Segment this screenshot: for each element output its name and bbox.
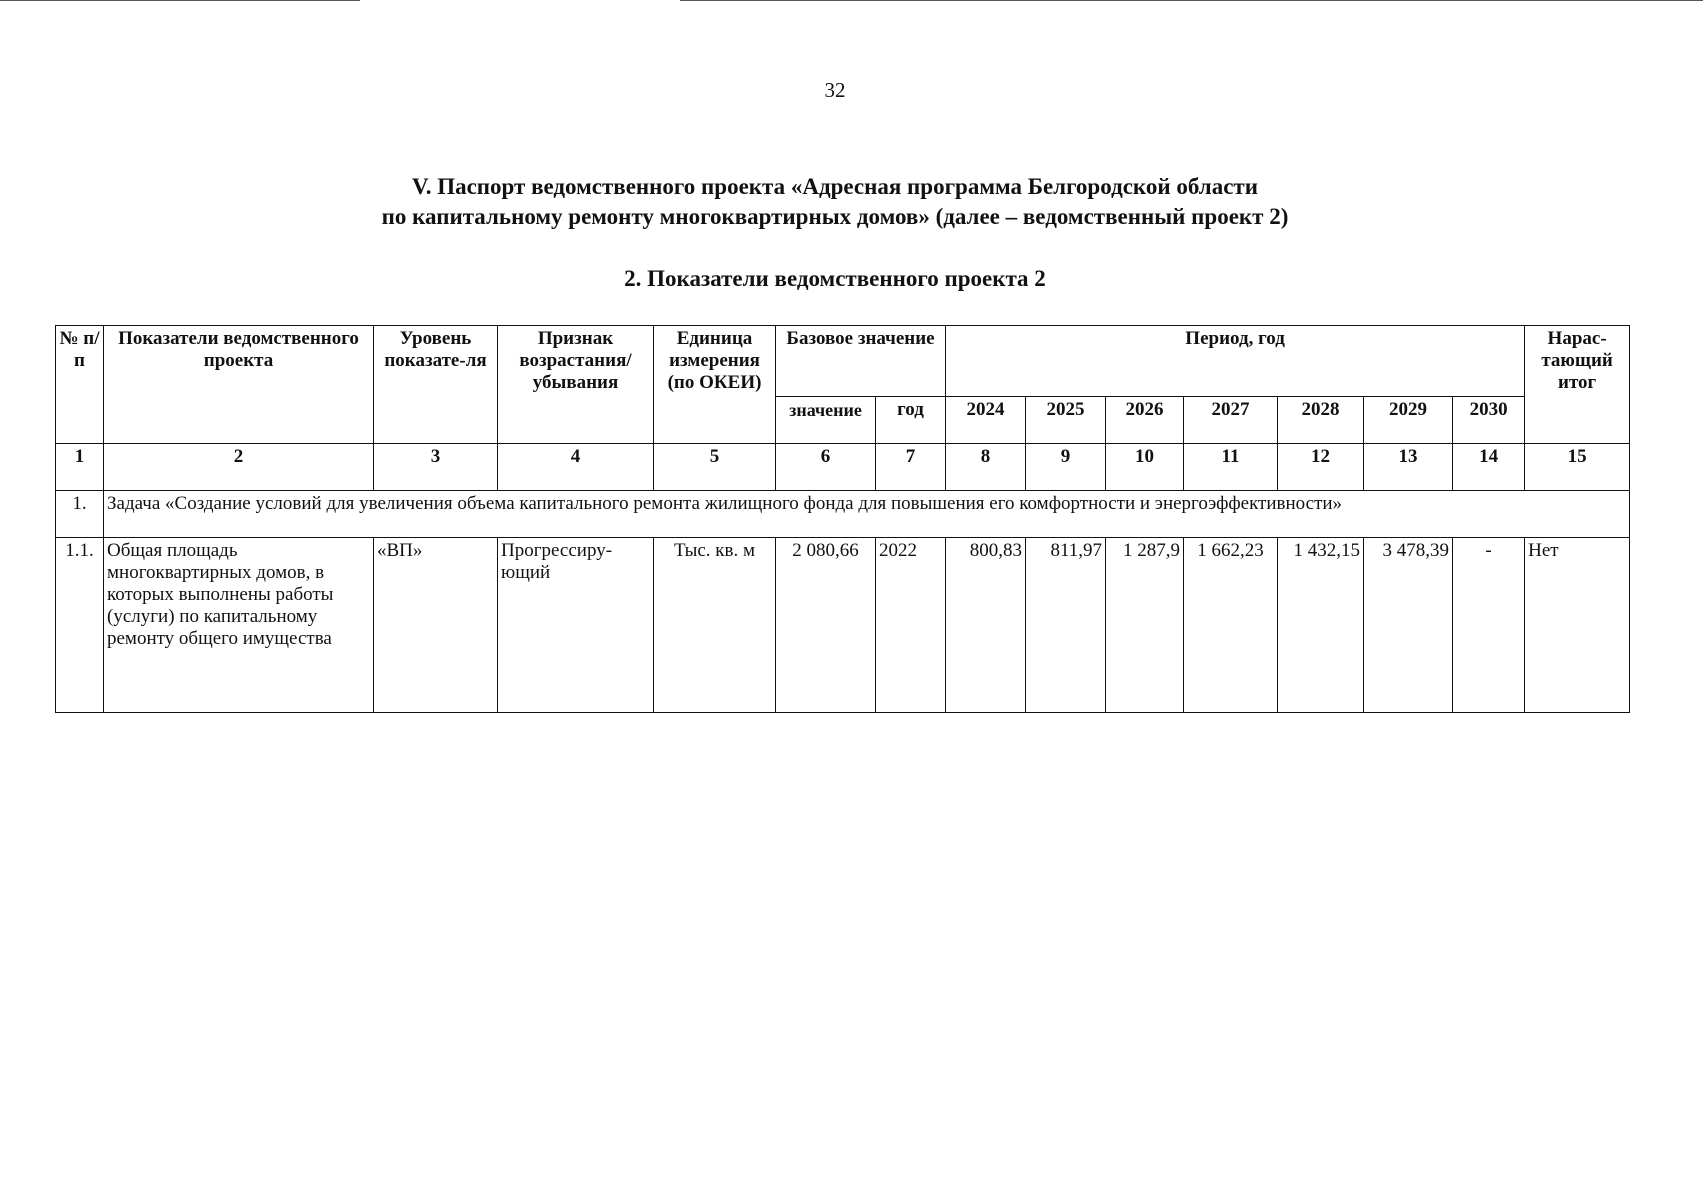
header-base-year: год [876, 397, 946, 444]
header-year: 2027 [1184, 397, 1278, 444]
column-number-row [56, 444, 1630, 491]
header-base-value: значение [776, 397, 876, 444]
column-number: 13 [1364, 444, 1453, 491]
column-number: 8 [946, 444, 1026, 491]
header-year: 2029 [1364, 397, 1453, 444]
column-number: 1 [56, 444, 104, 491]
indicators-table [55, 325, 1630, 713]
page-number: 32 [824, 78, 846, 102]
column-number: 4 [498, 444, 654, 491]
header-year: 2025 [1026, 397, 1106, 444]
row-value-2025: 811,97 [1026, 538, 1106, 713]
header-row-top [56, 326, 1630, 397]
table-row [56, 538, 1630, 713]
task-row [56, 491, 1630, 538]
column-number: 14 [1453, 444, 1525, 491]
header-year: 2030 [1453, 397, 1525, 444]
column-number: 11 [1184, 444, 1278, 491]
header-year: 2026 [1106, 397, 1184, 444]
column-number: 9 [1026, 444, 1106, 491]
row-cumulative: Нет [1525, 538, 1630, 713]
column-number: 5 [654, 444, 776, 491]
header-year: 2024 [946, 397, 1026, 444]
column-number: 6 [776, 444, 876, 491]
section-subtitle: 2. Показатели ведомственного проекта 2 [624, 266, 1046, 291]
header-base: Базовое значение [776, 326, 946, 397]
column-number: 15 [1525, 444, 1630, 491]
task-text: Задача «Создание условий для увеличения объема капитального ремонта жилищного фонда для повышения его комфортности и энергоэффективности» [107, 493, 1343, 514]
task-num: 1. [56, 491, 104, 538]
header-unit: Единица измерения (по ОКЕИ) [654, 326, 776, 444]
row-value-2028: 1 432,15 [1278, 538, 1364, 713]
header-period: Период, год [946, 326, 1525, 397]
header-year: 2028 [1278, 397, 1364, 444]
title-line-1: V. Паспорт ведомственного проекта «Адресная программа Белгородской области [412, 174, 1258, 199]
row-value-2030: - [1453, 538, 1525, 713]
top-edge-line-right [680, 0, 1703, 1]
row-base-year: 2022 [876, 538, 946, 713]
page-title [0, 172, 1670, 232]
row-trend: Прогрессиру-ющий [498, 538, 654, 713]
row-unit: Тыс. кв. м [654, 538, 776, 713]
column-number: 2 [104, 444, 374, 491]
row-value-2026: 1 287,9 [1106, 538, 1184, 713]
row-value-2029: 3 478,39 [1364, 538, 1453, 713]
row-level: «ВП» [374, 538, 498, 713]
column-number: 10 [1106, 444, 1184, 491]
row-num: 1.1. [56, 538, 104, 713]
column-number: 7 [876, 444, 946, 491]
header-num: № п/п [56, 326, 104, 444]
column-number: 3 [374, 444, 498, 491]
row-value-2027: 1 662,23 [1184, 538, 1278, 713]
column-number: 12 [1278, 444, 1364, 491]
header-trend: Признак возрастания/ убывания [498, 326, 654, 444]
top-edge-line [0, 0, 360, 1]
header-indicator: Показатели ведомственного проекта [104, 326, 374, 444]
task-cell [104, 491, 1630, 538]
title-line-2: по капитальному ремонту многоквартирных домов» (далее – ведомственный проект 2) [381, 204, 1289, 229]
row-value-2024: 800,83 [946, 538, 1026, 713]
row-indicator: Общая площадь многоквартирных домов, в которых выполнены работы (услуги) по капитальному ремонту общего имущества [104, 538, 374, 713]
header-cumulative: Нарас-тающий итог [1525, 326, 1630, 444]
row-base-value: 2 080,66 [776, 538, 876, 713]
header-level: Уровень показате-ля [374, 326, 498, 444]
